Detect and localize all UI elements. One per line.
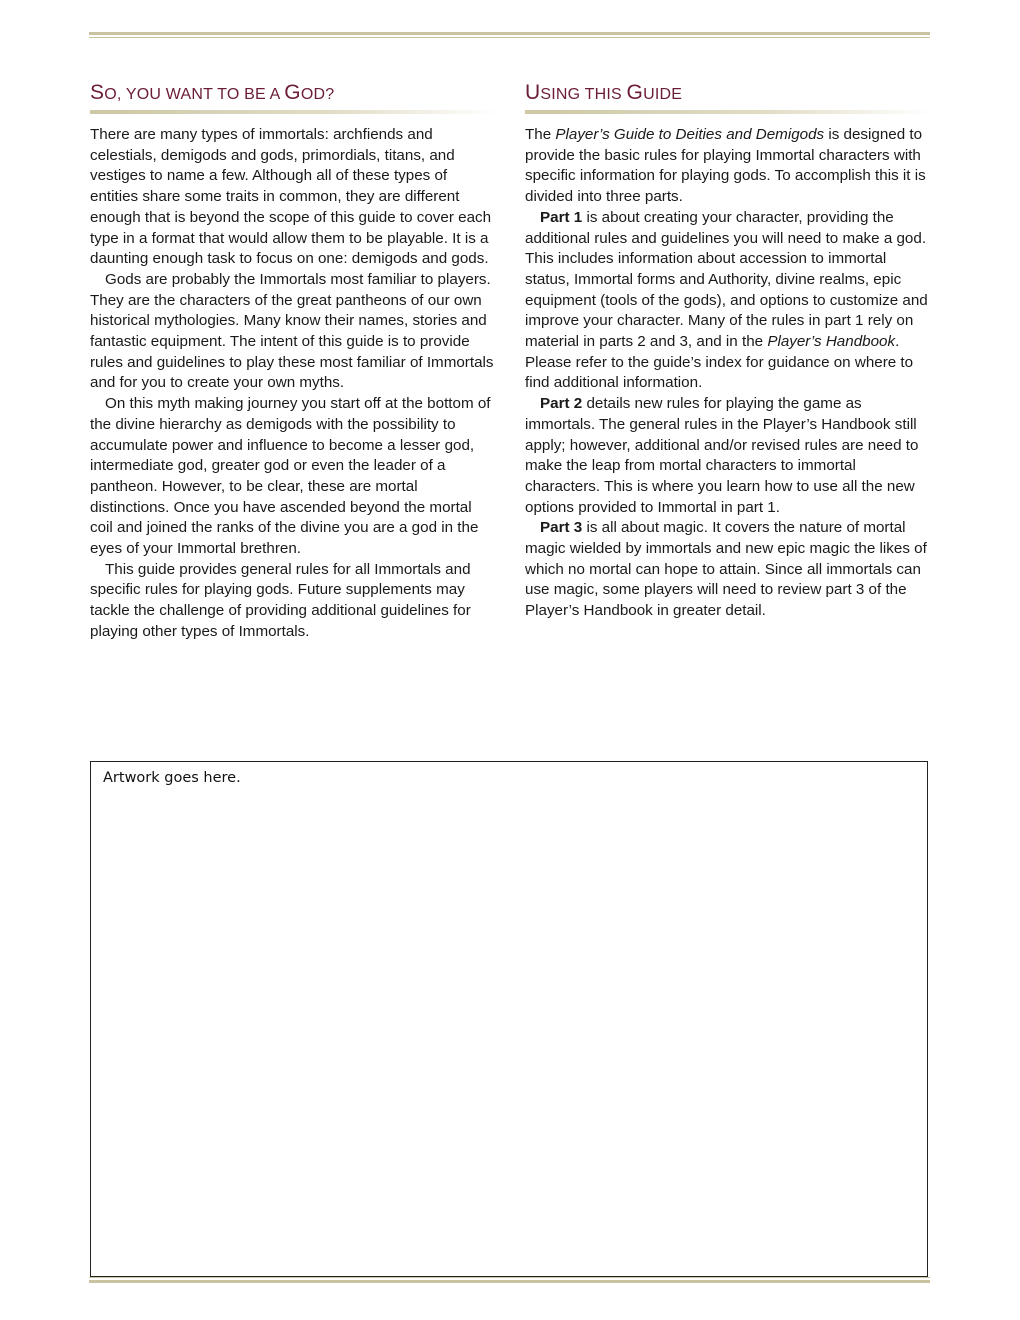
part-2-text: details new rules for playing the game as immortals. The general rules in the Player’s Handbook still apply; however, additional and/or revised rules are need to make the leap from mortal characters to immortal characters. This is where you learn how to use all the new options provided to Immortal in part 1. <box>525 395 919 516</box>
heading-smallcaps-text: SING THIS <box>540 86 627 103</box>
intro-text: is designed to provide the basic rules for playing Immortal characters with specific information for playing gods. To accomplish this it is divided into three parts. <box>525 126 926 206</box>
part-2-label: Part 2 <box>540 395 583 413</box>
intro-text: The <box>525 126 556 143</box>
part-1-label: Part 1 <box>540 208 583 226</box>
heading-initial-cap: G <box>626 81 644 104</box>
heading-underline <box>90 110 498 114</box>
right-column <box>525 78 933 622</box>
bottom-border-rule <box>89 1277 930 1283</box>
body-paragraph: There are many types of immortals: archfiends and celestials, demigods and gods, primordials, titans, and vestiges to name a few. Although all of these types of entities share some traits in common, they are different enough that is beyond the scope of this guide to cover each type in a format that would allow them to be playable. It is a daunting enough task to focus on one: demigods and gods. <box>90 126 492 268</box>
part-3-text: is all about magic. It covers the nature of mortal magic wielded by immortals and new epic magic the likes of which no mortal can hope to attain. Since all immortals can use magic, some players will need to review part 3 of the Player’s Handbook in greater detail. <box>525 519 927 620</box>
heading-smallcaps-text: UIDE <box>643 86 683 103</box>
heading-initial-cap: G <box>284 81 301 104</box>
body-paragraph: Gods are probably the Immortals most familiar to players. They are the characters of the great pantheons of our own historical mythologies. Many know their names, stories and fantastic equipment. The intent of this guide is to provide rules and guidelines to play these most familiar of Immortals and for you to create your own myths. <box>90 270 494 392</box>
section-heading-so-you-want-to-be-a-god <box>90 78 498 108</box>
part-1-paragraph <box>525 208 933 394</box>
top-border-rule <box>89 32 930 38</box>
heading-underline <box>525 110 933 114</box>
body-paragraph: On this myth making journey you start off at the bottom of the divine hierarchy as demigods with the possibility to accumulate power and influence to become a lesser god, intermediate god, greater god or even the leader of a pantheon. However, to be clear, these are mortal distinctions. Once you have ascended beyond the mortal coil and joined the ranks of the divine you are a god in the eyes of your Immortal brethren. <box>90 395 491 558</box>
heading-smallcaps-text: O, YOU WANT TO BE A <box>104 86 285 103</box>
artwork-placeholder-box <box>90 761 928 1277</box>
section-heading-using-this-guide <box>525 78 933 108</box>
book-title: Player’s Guide to Deities and Demigods <box>555 126 825 143</box>
left-column <box>90 78 498 643</box>
part-1-text: . Please refer to the guide’s index for guidance on where to find additional information. <box>525 333 914 392</box>
intro-paragraph <box>525 125 933 208</box>
heading-smallcaps-text: OD? <box>300 86 335 103</box>
artwork-caption: Artwork goes here. <box>103 770 241 786</box>
heading-initial-cap: U <box>525 81 541 104</box>
part-3-label: Part 3 <box>540 519 583 537</box>
part-1-text: is about creating your character, providing the additional rules and guidelines you will need to make a god. This includes information about accession to immortal status, Immortal forms and Authority, divine realms, epic equipment (tools of the gods), and options to customize and improve your character. Many of the rules in part 1 rely on material in parts 2 and 3, and in the <box>525 208 928 351</box>
body-paragraph: This guide provides general rules for all Immortals and specific rules for playing gods. Future supplements may tackle the challenge of providing additional guidelines for playing other types of Immortals. <box>90 560 471 640</box>
players-handbook-reference: Player’s Handbook <box>767 333 896 351</box>
part-3-paragraph <box>525 518 933 622</box>
heading-initial-cap: S <box>90 81 105 104</box>
part-2-paragraph <box>525 394 933 518</box>
